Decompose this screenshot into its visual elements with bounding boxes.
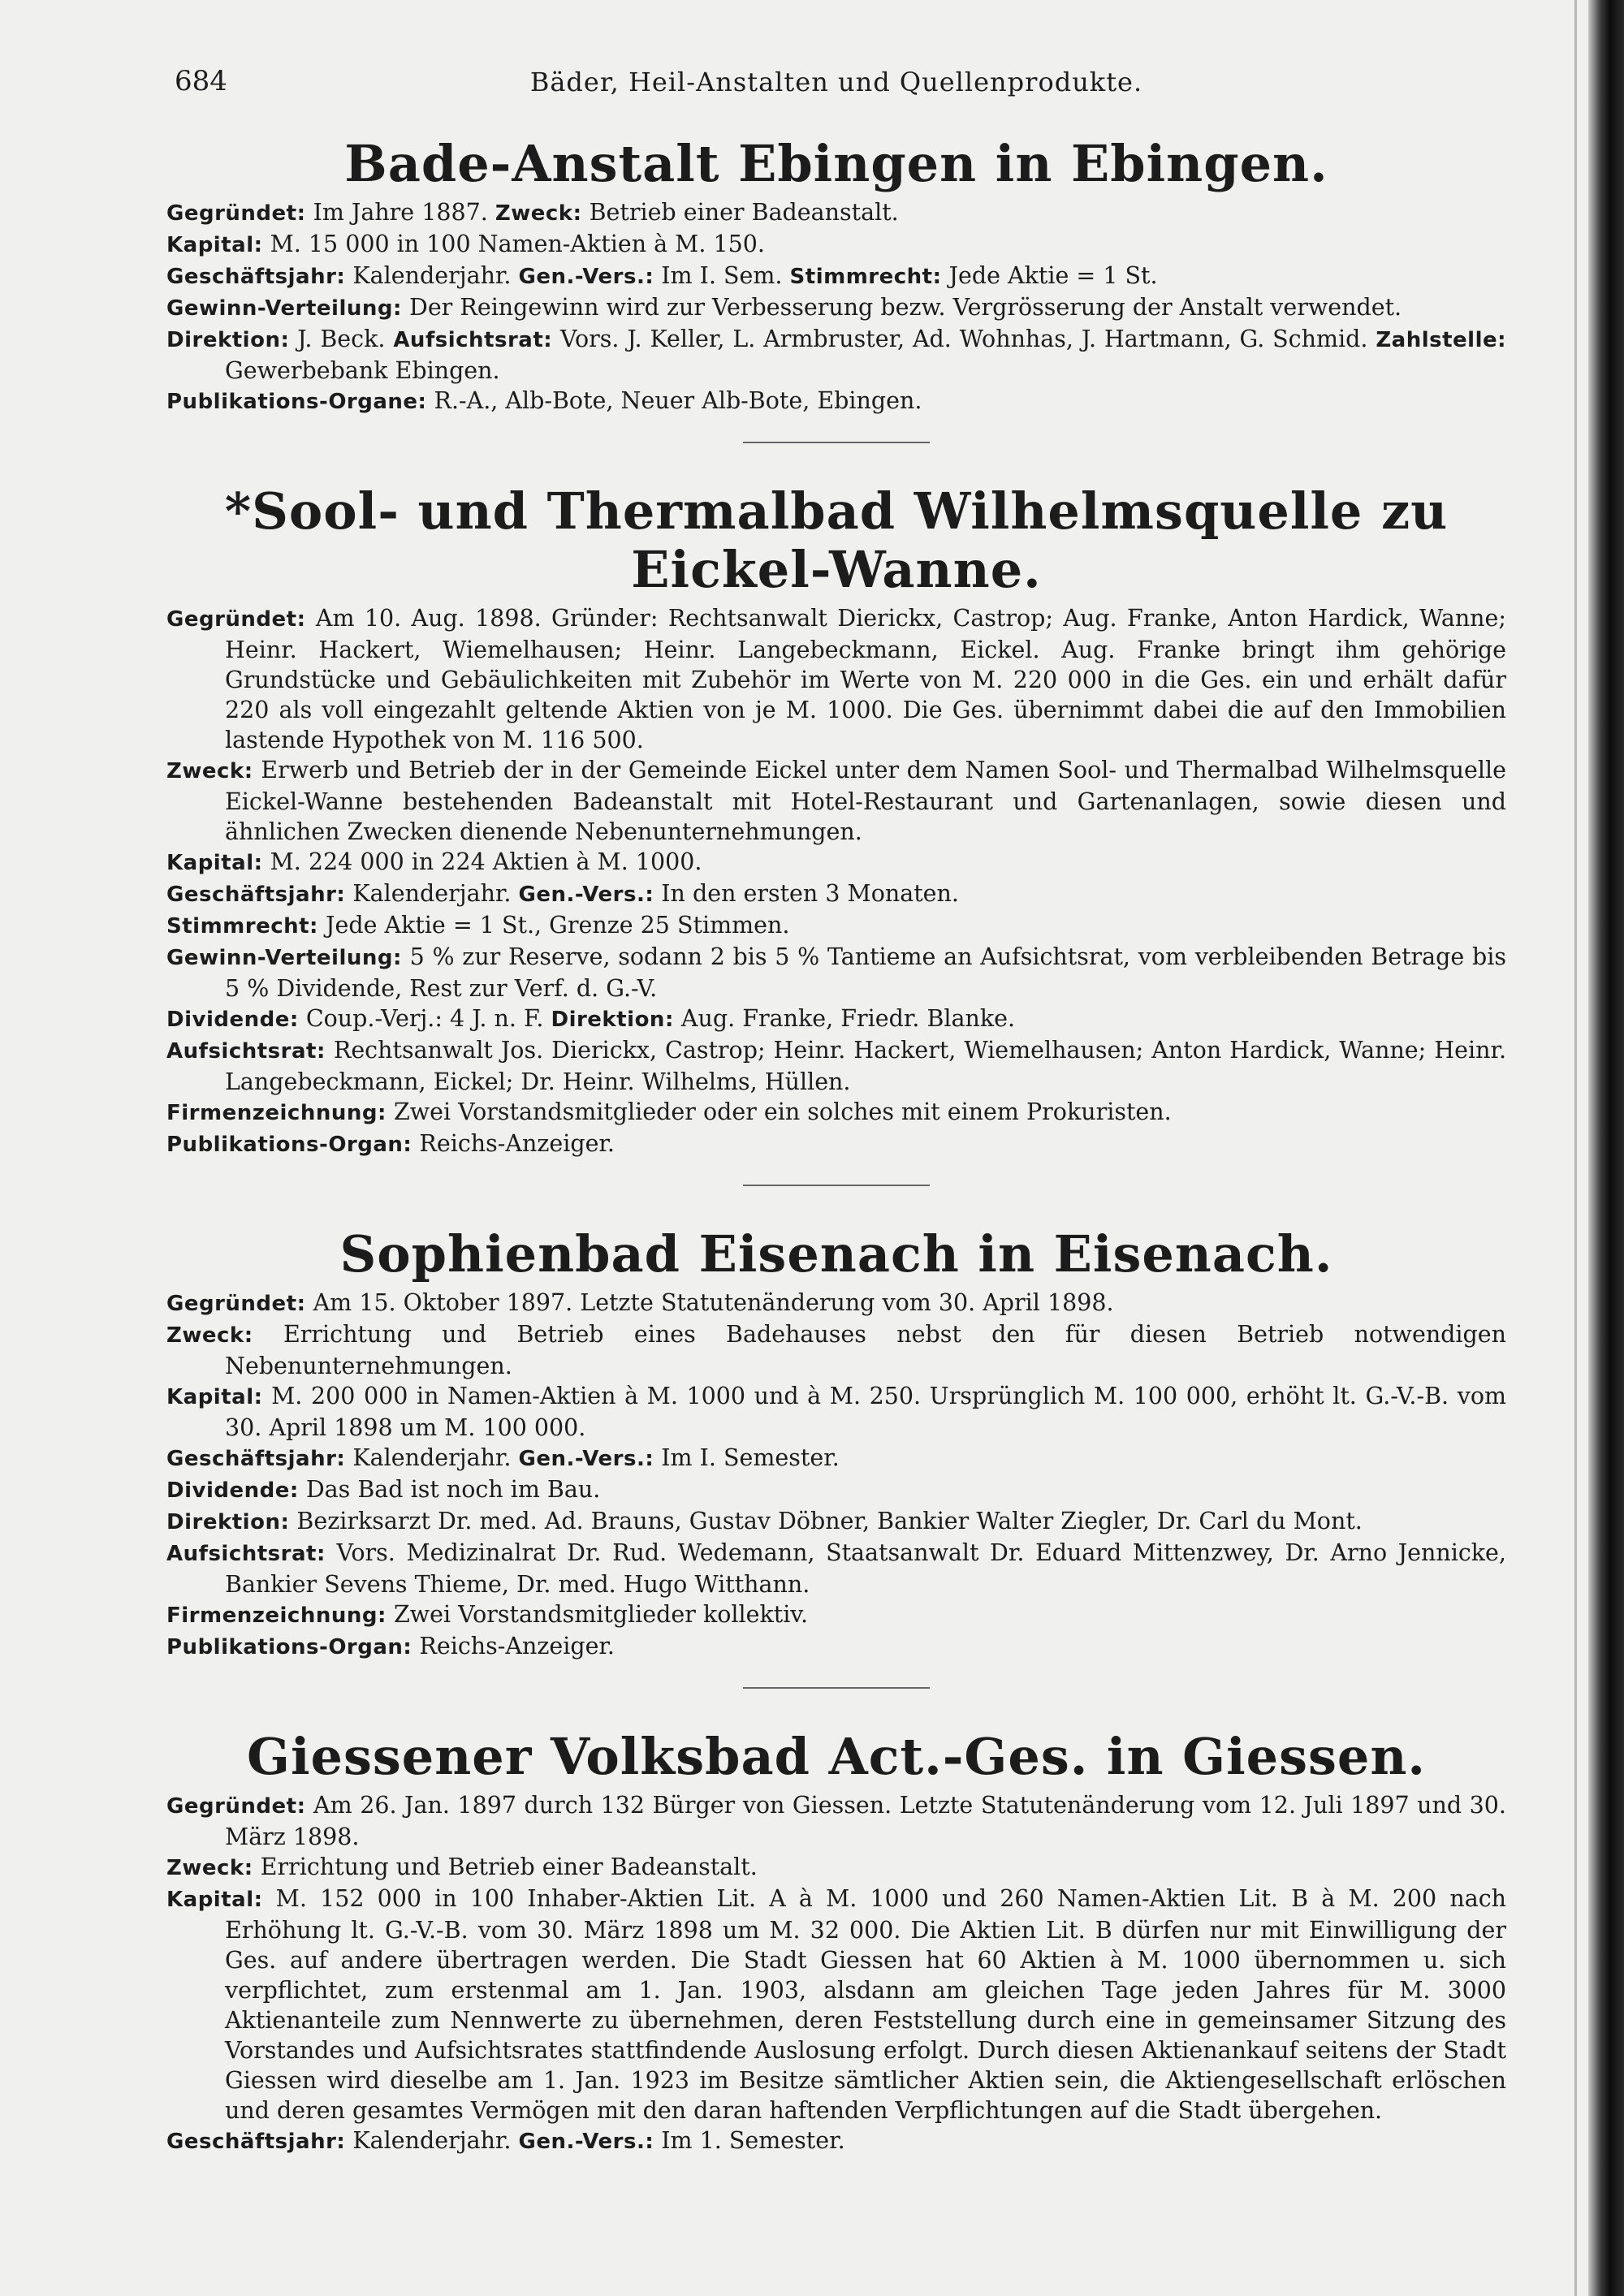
field-label: Gen.-Vers.:	[518, 882, 654, 907]
field-label: Direktion:	[166, 328, 290, 353]
field-value: Reichs-Anzeiger.	[419, 1633, 615, 1660]
field-label: Aufsichtsrat:	[166, 1542, 326, 1567]
running-header	[166, 57, 1506, 114]
field-value: Im Jahre 1887.	[313, 199, 488, 227]
entry-paragraph	[166, 1506, 1506, 1538]
section-separator	[743, 442, 930, 443]
field-label: Publikations-Organe:	[166, 390, 427, 415]
field-label: Zweck:	[166, 758, 253, 783]
field-value: Erwerb und Betrieb der in der Gemeinde Eickel unter dem Namen Sool- und Thermalbad Wilhelmsquelle Eickel-Wanne bestehenden Badeanstalt mit Hotel-Restaurant und Gartenanlagen, sowie diesen und ähnlichen Zwecken dienende Nebenunternehmungen.	[225, 756, 1506, 845]
field-label: Aufsichtsrat:	[166, 1038, 326, 1064]
field-label: Zweck:	[166, 1856, 253, 1881]
field-label: Publikations-Organ:	[166, 1635, 412, 1660]
field-label: Zweck:	[495, 201, 582, 227]
entry-paragraph	[166, 1474, 1506, 1506]
field-value: Aug. Franke, Friedr. Blanke.	[680, 1004, 1016, 1032]
entry-paragraph	[166, 847, 1506, 878]
company-title: Giessener Volksbad Act.-Ges. in Giessen.	[247, 1727, 1426, 1787]
company-section	[166, 1225, 1506, 1689]
field-label: Dividende:	[166, 1007, 299, 1032]
field-label: Geschäftsjahr:	[166, 265, 346, 290]
entry-paragraph	[166, 1319, 1506, 1381]
company-title: *Sool- und Thermalbad Wilhelmsquelle zu Eickel-Wanne.	[224, 481, 1449, 599]
entry-paragraph	[166, 324, 1506, 386]
field-value: M. 15 000 in 100 Namen-Aktien à M. 150.	[270, 231, 765, 258]
field-value: Kalenderjahr.	[352, 262, 512, 290]
field-value: Im I. Semester.	[661, 1444, 840, 1472]
field-value: Vors. Medizinalrat Dr. Rud. Wedemann, Staatsanwalt Dr. Eduard Mittenzwey, Dr. Arno Jennicke, Bankier Sevens Thieme, Dr. med. Hugo Witthann.	[225, 1539, 1506, 1599]
entry-paragraph	[166, 1097, 1506, 1129]
field-label: Zahlstelle:	[1376, 328, 1507, 353]
field-value: Gewerbebank Ebingen.	[225, 357, 500, 385]
field-label: Gen.-Vers.:	[518, 1447, 654, 1472]
company-title: Sophienbad Eisenach in Eisenach.	[339, 1224, 1333, 1284]
field-value: Kalenderjahr.	[352, 1444, 512, 1472]
field-value: Kalenderjahr.	[352, 2127, 512, 2155]
field-value: M. 152 000 in 100 Inhaber-Aktien Lit. A à M. 1000 und 260 Namen-Aktien Lit. B à M. 200 nach Erhöhung lt. G.-V.-B. vom 30. März 1898 um M. 32 000. Die Aktien Lit. B dürfen nur mit Einwilligung der Ges. auf andere übertragen werden. Die Stadt Giessen hat 60 Aktien à M. 1000 übernommen u. sich verpflichtet, zum erstenmal am 1. Jan. 1903, alsdann am gleichen Tage jeden Jahres für M. 3000 Aktienanteile zum Nennwerte zu übernehmen, deren Feststellung durch eine in gemeinsamer Sitzung des Vorstandes und Aufsichtsrates stattfindende Auslosung erfolgt. Durch diesen Aktienankauf seitens der Stadt Giessen wird dieselbe am 1. Jan. 1923 im Besitze sämtlicher Aktien sein, die Aktiengesellschaft erlöschen und deren gesamtes Vermögen mit den daran haftenden Verpflichtungen auf die Stadt übergehen.	[225, 1885, 1507, 2125]
entry-paragraph	[166, 1538, 1506, 1599]
entry-paragraph	[166, 229, 1506, 261]
entry-paragraph	[166, 1852, 1506, 1884]
field-label: Kapital:	[166, 233, 263, 258]
entry-paragraph	[166, 292, 1506, 324]
entry-paragraph	[166, 1884, 1506, 2126]
entry-paragraph	[166, 1790, 1506, 1852]
field-value: Das Bad ist noch im Bau.	[305, 1476, 601, 1504]
field-label: Gegründet:	[166, 201, 306, 227]
field-label: Gegründet:	[166, 1292, 306, 1317]
entry-paragraph	[166, 878, 1506, 910]
entry-paragraph	[166, 1631, 1506, 1663]
field-value: Coup.-Verj.: 4 J. n. F.	[305, 1004, 544, 1032]
company-section	[166, 1728, 1506, 2157]
field-value: 5 % zur Reserve, sodann 2 bis 5 % Tantieme an Aufsichtsrat, vom verbleibenden Betrage bis 5 % Dividende, Rest zur Verf. d. G.-V.	[225, 943, 1506, 1002]
field-label: Firmenzeichnung:	[166, 1100, 387, 1125]
field-label: Publikations-Organ:	[166, 1132, 412, 1157]
field-label: Geschäftsjahr:	[166, 1447, 346, 1472]
field-value: Errichtung und Betrieb eines Badehauses nebst den für diesen Betrieb notwendigen Nebenunternehmungen.	[225, 1321, 1506, 1380]
entry-paragraph	[166, 755, 1506, 847]
field-value: Betrieb einer Badeanstalt.	[589, 199, 899, 227]
entry-paragraph	[166, 1003, 1506, 1035]
field-label: Kapital:	[166, 1385, 263, 1410]
field-value: Jede Aktie = 1 St.	[948, 262, 1158, 290]
field-value: Am 10. Aug. 1898. Gründer: Rechtsanwalt Dierickx, Castrop; Aug. Franke, Anton Hardick, Wanne; Heinr. Hackert, Wiemelhausen; Heinr. Langebeckmann, Eickel. Aug. Franke bringt ihm gehörige Grundstücke und Gebäulichkeiten mit Zubehör im Werte von M. 220 000 in die Ges. ein und erhält dafür 220 als voll eingezahlt geltende Aktien von je M. 1000. Die Ges. übernimmt dabei die auf den Immobilien lastende Hypothek von M. 116 500.	[225, 604, 1506, 753]
entry-paragraph	[166, 1129, 1506, 1160]
field-label: Aufsichtsrat:	[393, 328, 553, 353]
entry-paragraph	[166, 261, 1506, 292]
section-separator	[743, 1185, 930, 1186]
field-label: Zweck:	[166, 1323, 253, 1349]
field-label: Gewinn-Verteilung:	[166, 945, 402, 970]
field-label: Firmenzeichnung:	[166, 1603, 387, 1629]
entry-paragraph	[166, 1443, 1506, 1474]
field-value: Am 15. Oktober 1897. Letzte Statutenänderung vom 30. April 1898.	[313, 1289, 1114, 1317]
field-label: Gegründet:	[166, 606, 306, 632]
field-value: Reichs-Anzeiger.	[419, 1129, 615, 1157]
company-section	[166, 482, 1506, 1186]
field-value: Vors. J. Keller, L. Armbruster, Ad. Wohnhas, J. Hartmann, G. Schmid.	[560, 326, 1368, 353]
entry-paragraph	[166, 1035, 1506, 1097]
document-page	[166, 57, 1506, 2157]
entry-paragraph	[166, 942, 1506, 1003]
field-label: Direktion:	[551, 1007, 674, 1032]
page-gutter-shadow	[1574, 0, 1577, 2296]
field-label: Gewinn-Verteilung:	[166, 296, 402, 322]
scan-edge-border	[1588, 0, 1624, 2296]
field-value: Im 1. Semester.	[661, 2127, 845, 2155]
field-value: In den ersten 3 Monaten.	[661, 879, 959, 907]
field-label: Dividende:	[166, 1478, 299, 1504]
field-value: Rechtsanwalt Jos. Dierickx, Castrop; Heinr. Hackert, Wiemelhausen; Anton Hardick, Wanne; Heinr. Langebeckmann, Eickel; Dr. Heinr. Wilhelms, Hüllen.	[225, 1036, 1507, 1095]
field-value: Im I. Sem.	[661, 262, 783, 290]
section-separator	[743, 1687, 930, 1689]
entry-paragraph	[166, 197, 1506, 229]
entry-paragraph	[166, 2126, 1506, 2157]
entry-paragraph	[166, 910, 1506, 942]
entry-paragraph	[166, 386, 1506, 417]
field-value: Errichtung und Betrieb einer Badeanstalt.	[260, 1854, 758, 1881]
entry-paragraph	[166, 1381, 1506, 1443]
field-label: Kapital:	[166, 850, 263, 875]
field-value: Der Reingewinn wird zur Verbesserung bezw. Vergrösserung der Anstalt verwendet.	[408, 294, 1402, 322]
field-value: R.-A., Alb-Bote, Neuer Alb-Bote, Ebingen.	[434, 387, 922, 415]
field-value: Zwei Vorstandsmitglieder kollektiv.	[393, 1601, 809, 1629]
company-section	[166, 135, 1506, 443]
field-value: Kalenderjahr.	[352, 879, 512, 907]
field-label: Direktion:	[166, 1510, 290, 1535]
field-label: Kapital:	[166, 1888, 263, 1913]
field-value: M. 200 000 in Namen-Aktien à M. 1000 und à M. 250. Ursprünglich M. 100 000, erhöht lt. G.-V.-B. vom 30. April 1898 um M. 100 000.	[225, 1383, 1506, 1442]
field-label: Gegründet:	[166, 1794, 306, 1819]
field-value: Bezirksarzt Dr. med. Ad. Brauns, Gustav Döbner, Bankier Walter Ziegler, Dr. Carl du Mont.	[296, 1508, 1363, 1535]
field-value: Am 26. Jan. 1897 durch 132 Bürger von Giessen. Letzte Statutenänderung vom 12. Juli 1897 und 30. März 1898.	[225, 1792, 1506, 1851]
field-value: J. Beck.	[297, 326, 386, 353]
field-label: Gen.-Vers.:	[518, 265, 654, 290]
entry-paragraph	[166, 603, 1506, 755]
entry-paragraph	[166, 1288, 1506, 1319]
page-number: 684	[175, 65, 227, 97]
field-label: Stimmrecht:	[166, 913, 318, 939]
field-value: Jede Aktie = 1 St., Grenze 25 Stimmen.	[326, 911, 790, 939]
field-value: Zwei Vorstandsmitglieder oder ein solches mit einem Prokuristen.	[393, 1098, 1172, 1125]
field-label: Geschäftsjahr:	[166, 2130, 346, 2155]
field-label: Geschäftsjahr:	[166, 882, 346, 907]
running-title: Bäder, Heil-Anstalten und Quellenprodukte.	[529, 67, 1143, 97]
field-label: Stimmrecht:	[789, 265, 942, 290]
company-title: Bade-Anstalt Ebingen in Ebingen.	[344, 134, 1328, 193]
field-value: M. 224 000 in 224 Aktien à M. 1000.	[270, 848, 702, 875]
field-label: Gen.-Vers.:	[518, 2130, 654, 2155]
entry-paragraph	[166, 1599, 1506, 1631]
company-list	[166, 135, 1506, 2157]
